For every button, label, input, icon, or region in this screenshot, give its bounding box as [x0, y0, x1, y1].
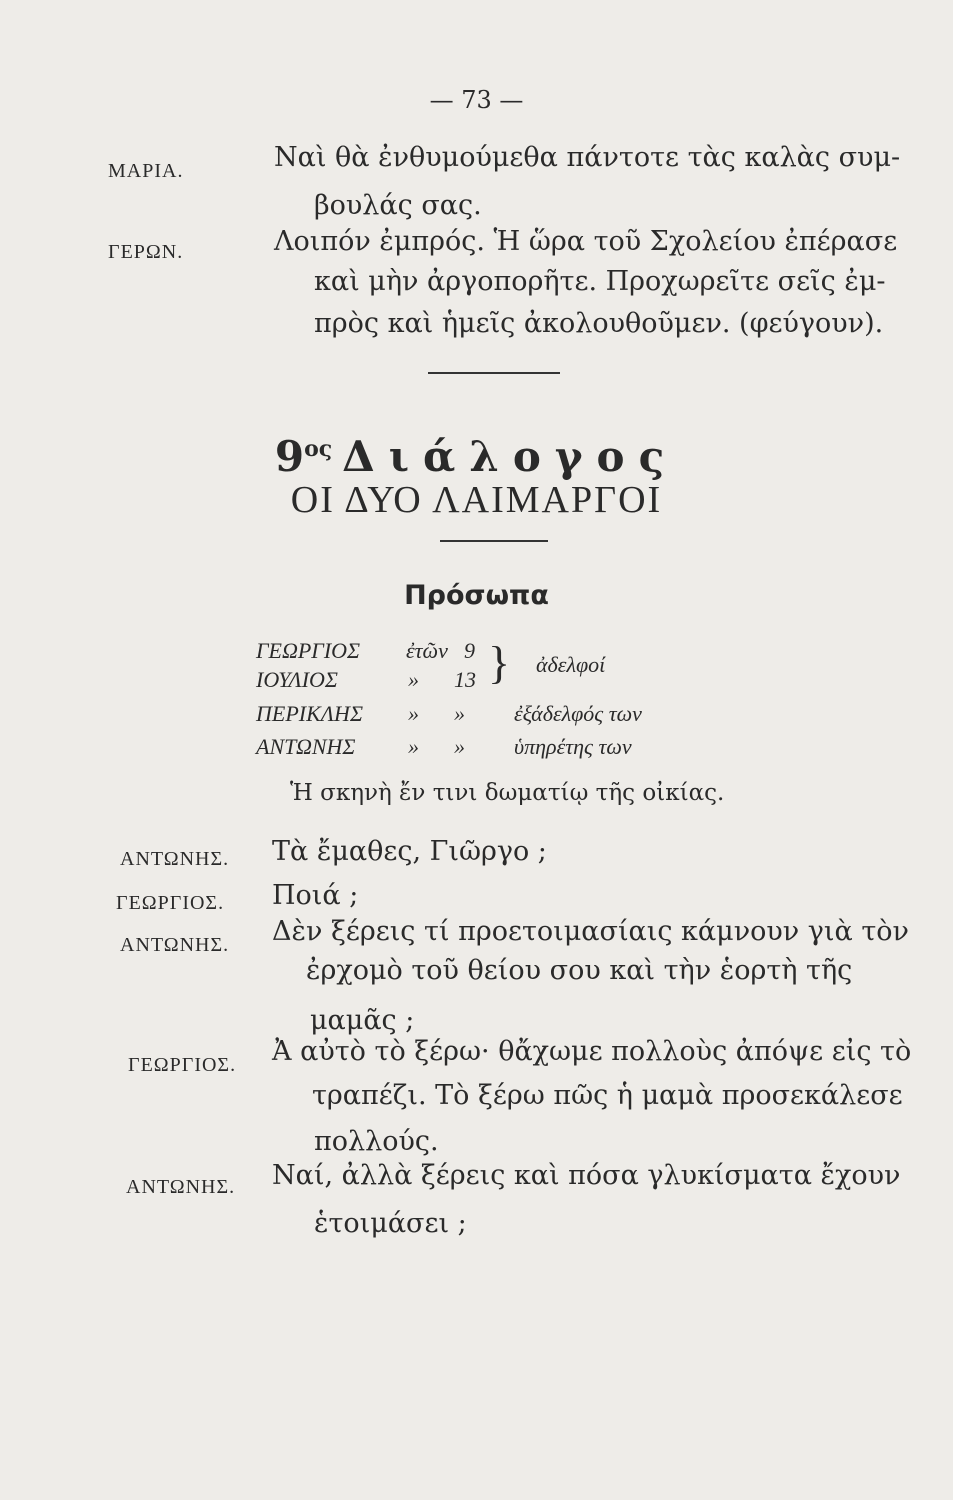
dialogue-line: πολλούς. — [314, 1126, 439, 1157]
dialogue-line: ἑτοιμάσει ; — [314, 1208, 467, 1239]
cast-age: » — [454, 734, 465, 759]
cast-brothers-label: ἀδελφοί — [536, 652, 606, 677]
speaker-label: ΑΝΤΩΝΗΣ. — [126, 1176, 236, 1198]
cast-name: ΠΕΡΙΚΛΗΣ — [256, 701, 364, 726]
stage-direction: Ἡ σκηνὴ ἔν τινι δωματίῳ τῆς οἰκίας. — [290, 780, 725, 806]
cast-role: ὑπηρέτης των — [514, 734, 632, 759]
speaker-label: ΓΕΩΡΓΙΟΣ. — [128, 1054, 237, 1076]
page-number: — 73 — — [429, 86, 524, 114]
cast-role: ἐξάδελφός των — [514, 701, 642, 726]
speaker-label: ΜΑΡΙΑ. — [108, 160, 184, 182]
dialogue-line: Ἀ αὐτὸ τὸ ξέρω· θἄχωμε πολλοὺς ἀπόψε εἰς τὸ — [272, 1036, 912, 1067]
dialogue-line: ἐρχομὸ τοῦ θείου σου καὶ τὴν ἑορτὴ τῆς — [306, 955, 853, 986]
speaker-label: ΑΝΤΩΝΗΣ. — [120, 934, 230, 956]
dialogue-number-suffix: ος — [304, 436, 333, 462]
dialogue-line: Ναὶ θὰ ἐνθυμούμεθα πάντοτε τὰς καλὰς συμ- — [274, 142, 901, 173]
cast-name: ΓΕΩΡΓΙΟΣ — [256, 638, 361, 663]
speaker-label: ΓΕΩΡΓΙΟΣ. — [116, 892, 225, 914]
dialogue-line: τραπέζι. Τὸ ξέρω πῶς ἡ μαμὰ προσεκάλεσε — [312, 1080, 903, 1111]
dialogue-line: μαμᾶς ; — [310, 1005, 415, 1036]
persons-heading: Πρόσωπα — [404, 580, 549, 611]
dialogue-line: βουλάς σας. — [314, 190, 482, 221]
speaker-label: ΓΕΡΩΝ. — [108, 241, 184, 263]
section-rule — [428, 372, 560, 374]
cast-age: » — [454, 701, 465, 726]
speaker-label: ΑΝΤΩΝΗΣ. — [120, 848, 230, 870]
dialogue-line: Λοιπόν ἐμπρός. Ἡ ὥρα τοῦ Σχολείου ἐπέρασε — [274, 226, 898, 257]
cast-name: ΙΟΥΛΙΟΣ — [256, 667, 338, 692]
dialogue-line: Δὲν ξέρεις τί προετοιμασίαις κάμνουν γιὰ τὸν — [272, 916, 909, 947]
cast-brace: } — [488, 637, 511, 688]
dialogue-line: Τὰ ἔμαθες, Γιῶργο ; — [272, 836, 547, 867]
title-rule — [440, 540, 548, 542]
cast-age-label: » — [408, 701, 419, 726]
cast-age-label: ἐτῶν — [406, 638, 448, 663]
dialogue-line: πρὸς καὶ ἡμεῖς ἀκολουθοῦμεν. (φεύγουν). — [314, 308, 884, 339]
cast-age: 13 — [454, 667, 476, 692]
dialogue-line: Ναί, ἀλλὰ ξέρεις καὶ πόσα γλυκίσματα ἔχουν — [272, 1160, 901, 1191]
cast-age-label: » — [408, 734, 419, 759]
dialogue-line: καὶ μὴν ἀργοπορῆτε. Προχωρεῖτε σεῖς ἐμ- — [314, 266, 886, 297]
dialogue-word: Διάλογος — [342, 432, 679, 481]
dialogue-number: 9 — [274, 432, 305, 481]
play-title: ΟΙ ΔΥΟ ΛΑΙΜΑΡΓΟΙ — [290, 479, 663, 521]
dialogue-heading — [0, 432, 953, 481]
dialogue-line: Ποιά ; — [272, 880, 359, 911]
cast-age-label: » — [408, 667, 419, 692]
cast-age: 9 — [464, 638, 475, 663]
cast-name: ΑΝΤΩΝΗΣ — [256, 734, 356, 759]
